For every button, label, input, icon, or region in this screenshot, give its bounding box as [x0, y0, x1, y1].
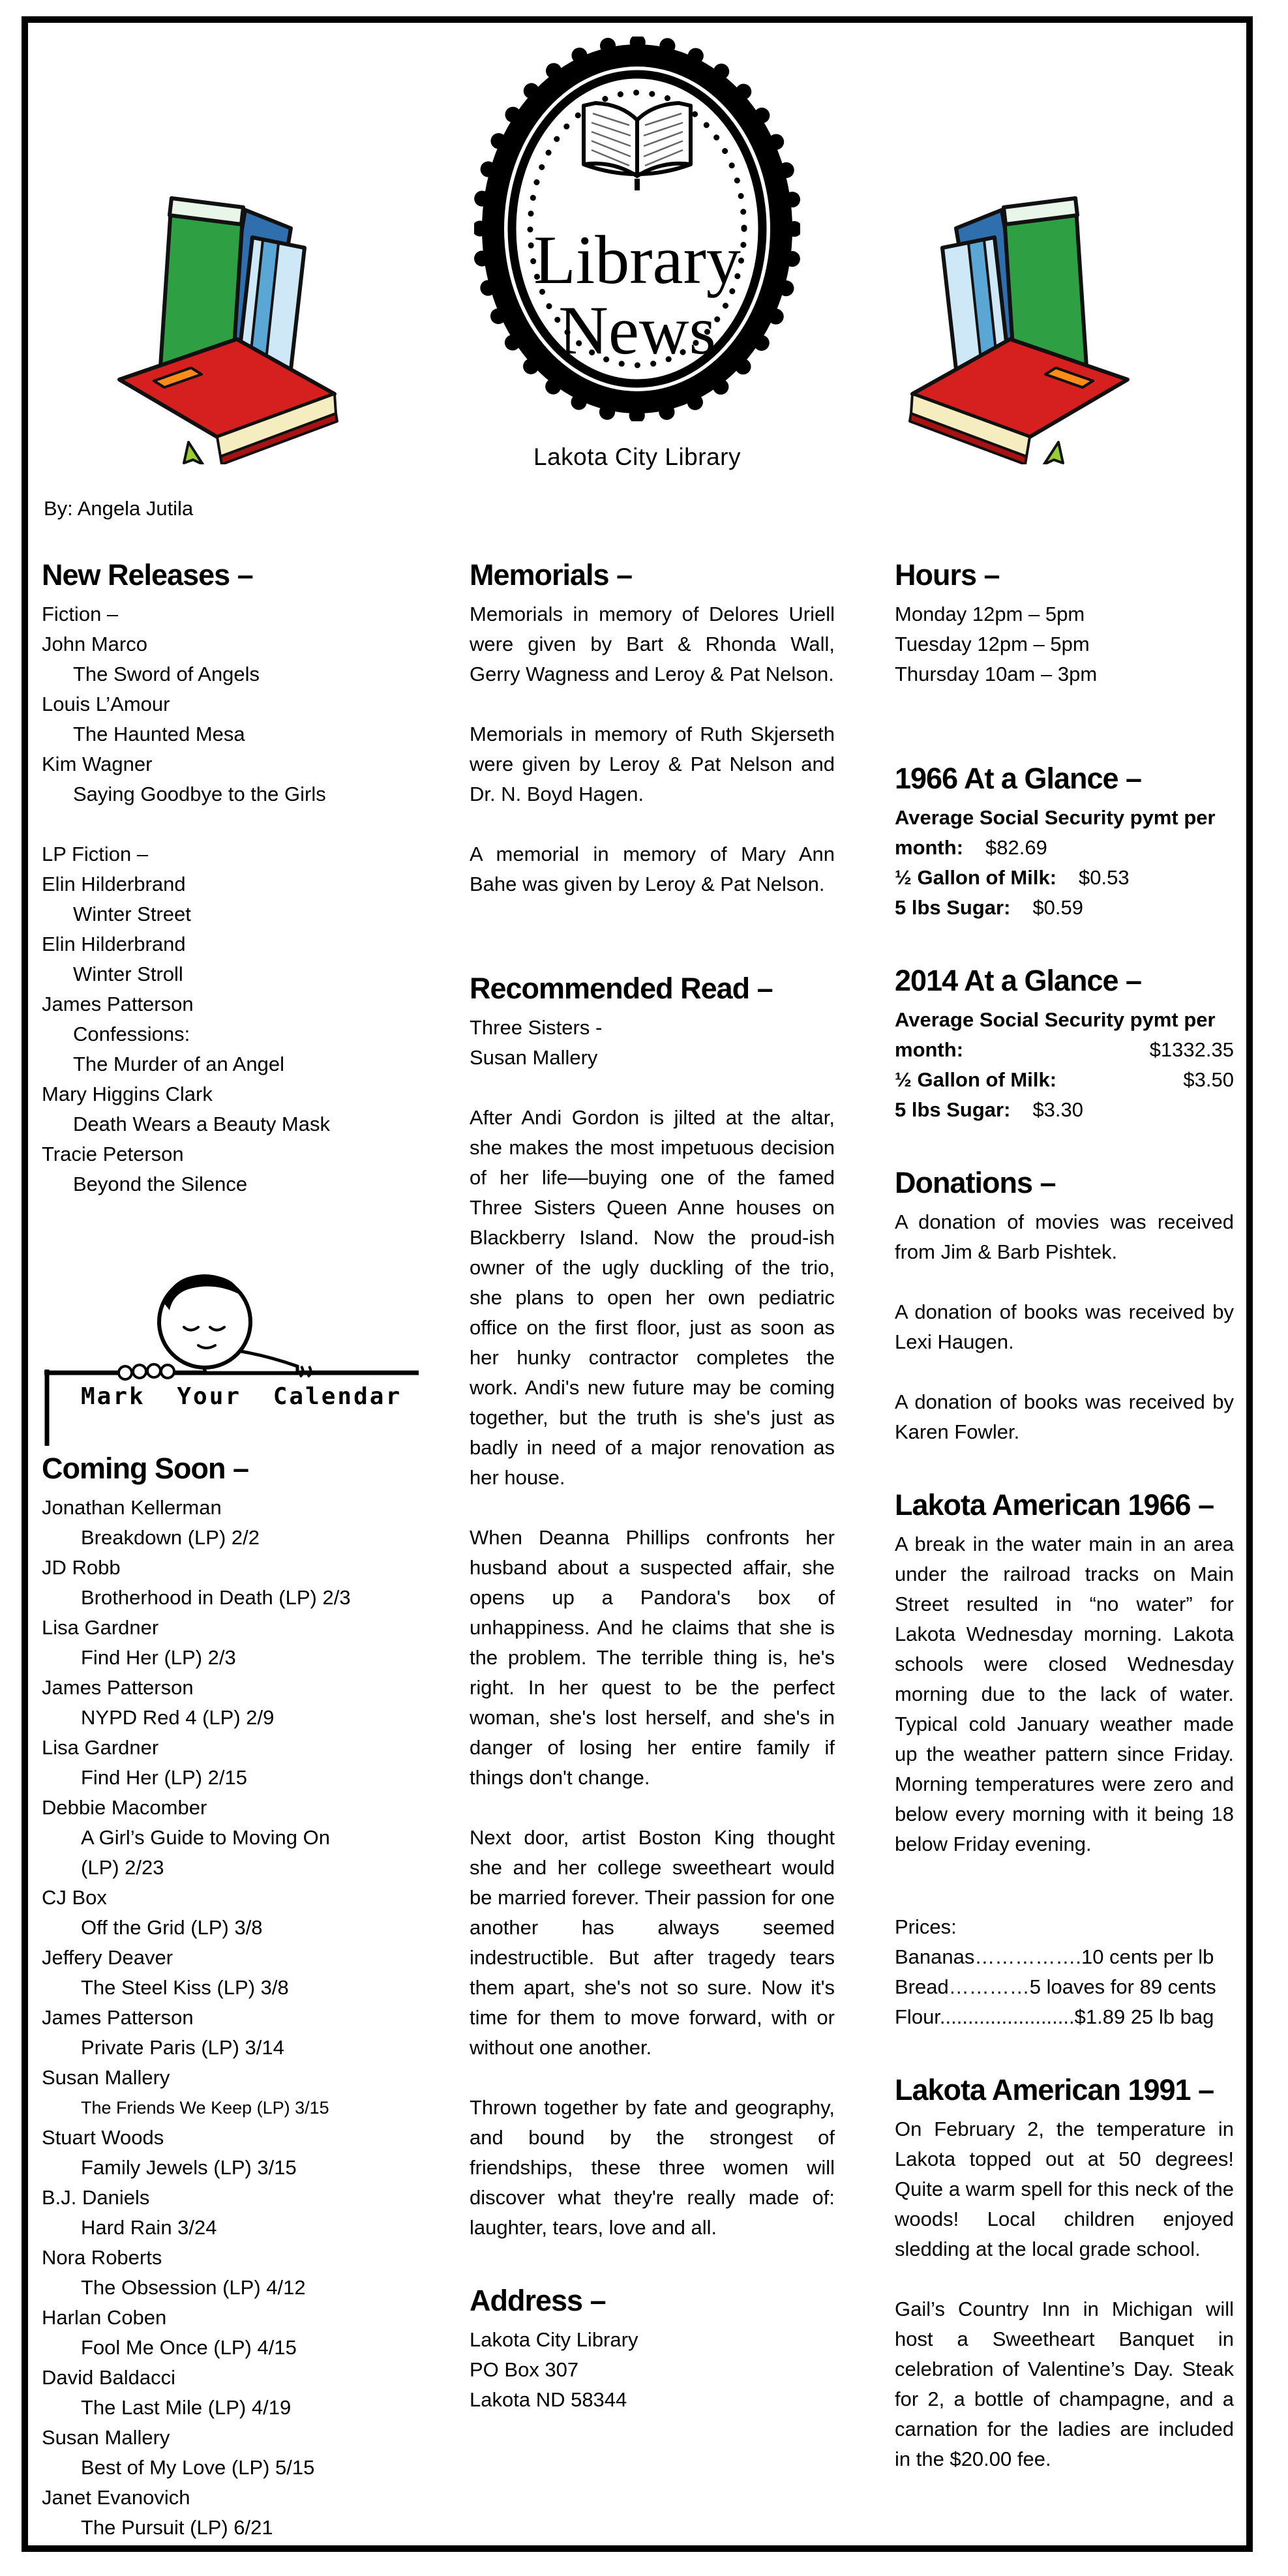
book-title: A Girl’s Guide to Moving On — [81, 1826, 330, 1849]
text-line: Flour........................$1.89 25 lb bag — [895, 2005, 1214, 2028]
stat-line — [895, 833, 1234, 863]
book-author: Lisa Gardner — [42, 1736, 159, 1759]
book-author: Jonathan Kellerman — [42, 1496, 222, 1519]
book-title: Find Her (LP) 2/15 — [81, 1766, 247, 1789]
book-author: Debbie Macomber — [42, 1796, 207, 1819]
coming-soon-list — [42, 1493, 433, 2543]
stat-colon: : — [1004, 896, 1011, 919]
paragraph: A donation of books was received by Karen Fowler. — [895, 1390, 1234, 1443]
books-clipart-left — [92, 184, 346, 464]
stat-value: $1332.35 — [1149, 1038, 1234, 1061]
stat-label: month — [895, 836, 957, 859]
stat-colon: : — [1049, 1068, 1057, 1091]
paragraph: Memorials in memory of Ruth Skjerseth were given by Leroy & Pat Nelson and Dr. N. Boyd Hagen. — [470, 723, 835, 805]
recommended-book-author: Susan Mallery — [470, 1046, 598, 1069]
stat-value: $3.30 — [1032, 1098, 1084, 1121]
lakota-1966-paragraphs — [895, 1529, 1234, 1859]
book-author: Susan Mallery — [42, 2066, 170, 2089]
glance-1966-stats — [895, 803, 1234, 923]
prices-label: Prices: — [895, 1915, 957, 1938]
library-name: Lakota City Library — [533, 443, 741, 470]
glance-1966-heading: 1966 At a Glance – — [895, 762, 1142, 795]
book-title: The Friends We Keep (LP) 3/15 — [81, 2098, 329, 2118]
book-title: Winter Stroll — [73, 963, 183, 985]
new-releases-heading: New Releases – — [42, 558, 253, 592]
text-line: Thursday 10am – 3pm — [895, 663, 1098, 685]
text-line: PO Box 307 — [470, 2358, 579, 2381]
prices-block — [895, 1889, 1234, 2032]
stat-colon: : — [1004, 1098, 1011, 1121]
lakota-1991-paragraphs — [895, 2114, 1234, 2474]
stat-label: ½ Gallon of Milk — [895, 866, 1050, 889]
library-news-badge — [474, 37, 800, 421]
book-author: Louis L’Amour — [42, 693, 170, 715]
stat-line — [895, 1095, 1234, 1125]
column-right — [895, 558, 1234, 2504]
newsletter-header — [28, 23, 1246, 558]
book-author: B.J. Daniels — [42, 2186, 150, 2209]
book-title: Find Her (LP) 2/3 — [81, 1646, 236, 1669]
book-title: The Haunted Mesa — [73, 723, 245, 745]
stat-line — [895, 1035, 1234, 1065]
stat-label: ½ Gallon of Milk — [895, 1068, 1050, 1091]
book-author: David Baldacci — [42, 2366, 176, 2389]
book-author: Harlan Coben — [42, 2306, 167, 2329]
book-author: Nora Roberts — [42, 2246, 162, 2269]
book-title: Hard Rain 3/24 — [81, 2216, 217, 2239]
byline: By: Angela Jutila — [44, 497, 194, 520]
price-lines — [895, 1942, 1234, 2032]
book-title: Winter Street — [73, 903, 191, 925]
stat-line — [895, 1065, 1234, 1095]
badge-title-line1: Library — [533, 222, 741, 298]
books-clipart-right — [901, 184, 1155, 464]
stat-label: 5 lbs Sugar — [895, 1098, 1004, 1121]
book-title: Best of My Love (LP) 5/15 — [81, 2456, 315, 2479]
address-lines — [470, 2325, 835, 2415]
book-author: Janet Evanovich — [42, 2486, 190, 2509]
book-author: Elin Hilderbrand — [42, 933, 186, 955]
book-author: Stuart Woods — [42, 2126, 164, 2149]
book-title: The Sword of Angels — [73, 663, 260, 685]
stat-value: $82.69 — [985, 836, 1047, 859]
genre-label: Fiction – — [42, 603, 119, 625]
stat-line — [895, 863, 1234, 893]
text-line: Bread…………5 loaves for 89 cents — [895, 1975, 1216, 1998]
text-line: Tuesday 12pm – 5pm — [895, 633, 1090, 655]
paragraph: Next door, artist Boston King thought she and her college sweetheart would be married forever. Their passion for one another has always seemed indestructible. But after tragedy tears them apart, she's not so sure. Now it's time for them to move forward, with or without one another. — [470, 1826, 835, 2059]
paragraph: A donation of movies was received from Jim & Barb Pishtek. — [895, 1210, 1234, 1263]
book-title: Brotherhood in Death (LP) 2/3 — [81, 1586, 351, 1609]
book-title: The Pursuit (LP) 6/21 — [81, 2516, 273, 2539]
paragraph: When Deanna Phillips confronts her husband about a suspected affair, she opens up a Pandora's box of unhappiness. And he claims that she is the problem. The terrible thing is, he's right. In her quest to be the perfect woman, she's lost herself, and she's in danger of losing her entire family if things don't change. — [470, 1526, 835, 1789]
memorials-paragraphs — [470, 599, 835, 899]
stat-line — [895, 1005, 1234, 1035]
book-title: The Obsession (LP) 4/12 — [81, 2276, 306, 2299]
stat-value: $0.53 — [1079, 866, 1130, 889]
book-title: Beyond the Silence — [73, 1173, 248, 1195]
coming-soon-heading: Coming Soon – — [42, 1452, 248, 1485]
book-author: James Patterson — [42, 1676, 194, 1699]
paragraph: On February 2, the temperature in Lakota topped out at 50 degrees! Quite a warm spell for this neck of the woods! Local children enjoyed sledding at the local grade school. — [895, 2118, 1234, 2260]
glance-2014-stats — [895, 1005, 1234, 1125]
recommended-read-heading: Recommended Read – — [470, 972, 773, 1005]
text-line: Bananas…………….10 cents per lb — [895, 1945, 1214, 1968]
book-title: Confessions: — [73, 1023, 190, 1045]
stat-line — [895, 893, 1234, 923]
genre-label: LP Fiction – — [42, 843, 149, 865]
paragraph: A donation of books was received by Lexi Haugen. — [895, 1300, 1234, 1353]
book-author: Lisa Gardner — [42, 1616, 159, 1639]
text-line: Monday 12pm – 5pm — [895, 603, 1085, 625]
stat-label: Average Social Security pymt per — [895, 806, 1216, 829]
donations-paragraphs — [895, 1207, 1234, 1447]
stat-line — [895, 803, 1234, 833]
lakota-american-1991-heading: Lakota American 1991 – — [895, 2073, 1214, 2106]
book-author: Jeffery Deaver — [42, 1946, 173, 1969]
stat-colon: : — [956, 836, 964, 859]
lakota-american-1966-heading: Lakota American 1966 – — [895, 1488, 1214, 1521]
book-title: The Last Mile (LP) 4/19 — [81, 2396, 292, 2419]
badge-title-line2: News — [558, 292, 716, 368]
book-title: Family Jewels (LP) 3/15 — [81, 2156, 297, 2179]
paragraph: A memorial in memory of Mary Ann Bahe was given by Leroy & Pat Nelson. — [470, 843, 835, 895]
book-author: John Marco — [42, 633, 147, 655]
text-line: Lakota City Library — [470, 2328, 638, 2351]
book-author: Kim Wagner — [42, 753, 153, 775]
text-line: Lakota ND 58344 — [470, 2388, 627, 2411]
stat-label: Average Social Security pymt per — [895, 1008, 1216, 1031]
donations-heading: Donations – — [895, 1166, 1056, 1199]
stat-value: $0.59 — [1032, 896, 1084, 919]
address-heading: Address – — [470, 2284, 606, 2317]
column-middle — [470, 558, 835, 2415]
book-title: Saying Goodbye to the Girls — [73, 783, 326, 805]
book-author: CJ Box — [42, 1886, 107, 1909]
page-border — [22, 16, 1253, 2552]
recommended-paragraphs — [470, 1103, 835, 2243]
book-title: (LP) 2/23 — [81, 1856, 164, 1879]
content-columns — [28, 558, 1246, 2543]
paragraph: A break in the water main in an area under the railroad tracks on Main Street resulted in “no water” for Lakota Wednesday morning. Lakota schools were closed Wednesday morning due to the lack of water. Typical cold January weather made up the weather pattern since Friday. Morning temperatures were zero and below every morning with it being 18 below Friday evening. — [895, 1533, 1234, 1855]
paragraph: Gail’s Country Inn in Michigan will host a Sweetheart Banquet in celebration of Valentine’s Day. Steak for 2, a bottle of champagne, and a carnation for the ladies are included in the $20.00 fee. — [895, 2298, 1234, 2470]
sleeping-boy-icon — [42, 1218, 423, 1447]
paragraph: Memorials in memory of Delores Uriell were given by Bart & Rhonda Wall, Gerry Wagness and Leroy & Pat Nelson. — [470, 603, 835, 685]
new-releases-list — [42, 599, 433, 1199]
book-author: Susan Mallery — [42, 2426, 170, 2449]
book-title: Death Wears a Beauty Mask — [73, 1113, 330, 1135]
mark-your-calendar-clipart — [42, 1218, 423, 1447]
book-author: JD Robb — [42, 1556, 121, 1579]
book-author: Tracie Peterson — [42, 1143, 184, 1165]
book-author: Mary Higgins Clark — [42, 1083, 213, 1105]
column-new-releases — [42, 558, 433, 2543]
book-title: NYPD Red 4 (LP) 2/9 — [81, 1706, 275, 1729]
book-author: Elin Hilderbrand — [42, 873, 186, 895]
stat-value: $3.50 — [1183, 1068, 1234, 1091]
book-title: The Murder of an Angel — [73, 1053, 284, 1075]
memorials-heading: Memorials – — [470, 558, 633, 592]
glance-2014-heading: 2014 At a Glance – — [895, 964, 1142, 997]
recommended-book-title: Three Sisters - — [470, 1016, 603, 1039]
hours-heading: Hours – — [895, 558, 1000, 592]
book-author: James Patterson — [42, 993, 194, 1015]
stat-label: month — [895, 1038, 957, 1061]
stat-colon: : — [956, 1038, 964, 1061]
book-title: The Steel Kiss (LP) 3/8 — [81, 1976, 289, 1999]
calendar-clipart-text: Mark Your Calendar — [81, 1383, 402, 1410]
paragraph: Thrown together by fate and geography, and bound by the strongest of friendships, these three women will discover what they're really made of: laughter, tears, love and all. — [470, 2096, 835, 2239]
book-title: Fool Me Once (LP) 4/15 — [81, 2336, 297, 2359]
stat-label: 5 lbs Sugar — [895, 896, 1004, 919]
book-title: Off the Grid (LP) 3/8 — [81, 1916, 263, 1939]
book-author: James Patterson — [42, 2006, 194, 2029]
hours-lines — [895, 599, 1234, 689]
paragraph: After Andi Gordon is jilted at the altar, she makes the most impetuous decision of her life—buying one of the famed Three Sisters Queen Anne houses on Blackberry Island. Now the proud-ish owner of the ugly duckling of the trio, she plans to open her own pediatric office on the first floor, just as soon as her hunky contractor completes the work. Andi's new future may be coming together, but the truth is she's just as badly in need of a major renovation as her house. — [470, 1106, 835, 1489]
book-title: Private Paris (LP) 3/14 — [81, 2036, 284, 2059]
book-title: Breakdown (LP) 2/2 — [81, 1526, 260, 1549]
stat-colon: : — [1049, 866, 1057, 889]
